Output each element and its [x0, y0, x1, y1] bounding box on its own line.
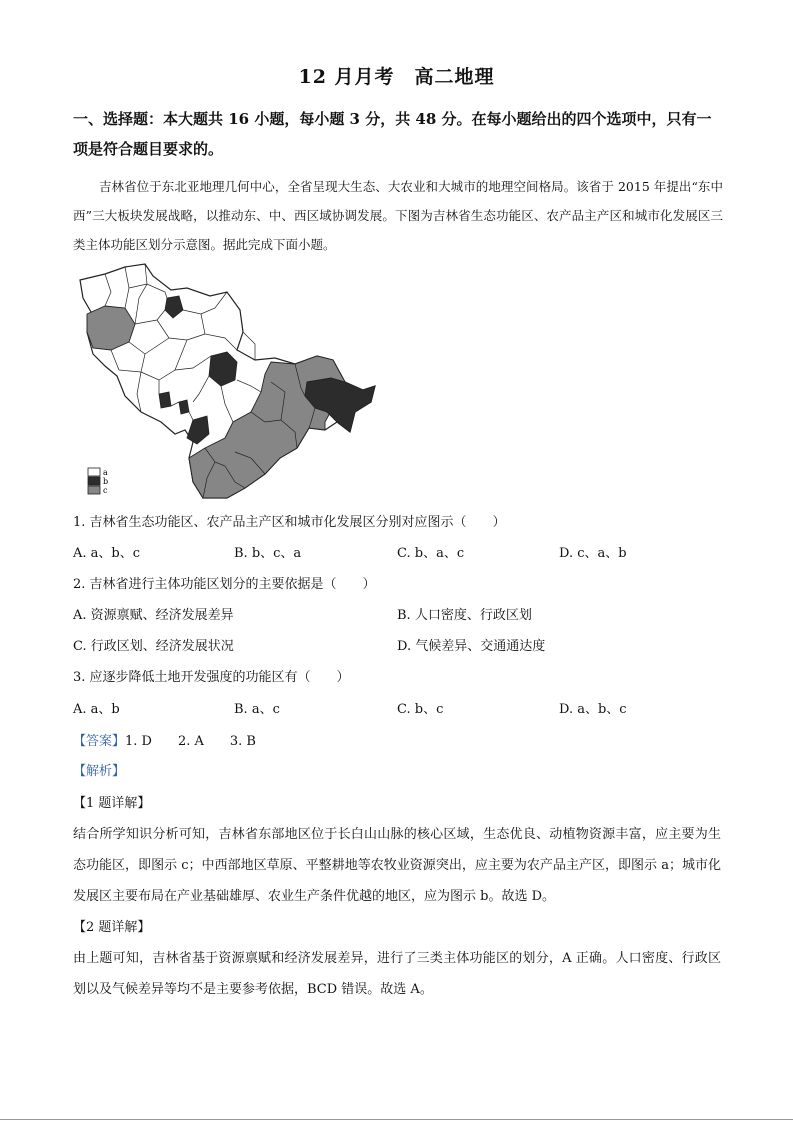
legend-label-a: a — [103, 468, 108, 477]
legend-swatch-c — [88, 486, 100, 494]
legend-swatch-a — [88, 468, 100, 476]
map-svg — [75, 262, 385, 500]
zone-b-small2 — [179, 400, 189, 414]
question-1-option-a: A. a、b、c — [73, 546, 141, 561]
legend-swatch-b — [88, 477, 100, 485]
zone-b-small1 — [159, 392, 171, 408]
question-1-stem: 1. 吉林省生态功能区、农产品主产区和城市化发展区分别对应图示（ ） — [73, 515, 506, 530]
analysis-label: 【解析】 — [73, 764, 126, 779]
question-2-stem: 2. 吉林省进行主体功能区划分的主要依据是（ ） — [73, 577, 376, 592]
detail-2-heading: 【2 题详解】 — [73, 920, 151, 935]
legend-label-c: c — [103, 486, 108, 495]
jilin-function-zone-map — [75, 262, 385, 500]
question-2-option-a: A. 资源禀赋、经济发展差异 — [73, 608, 234, 623]
question-3-stem: 3. 应逐步降低土地开发强度的功能区有（ ） — [73, 670, 350, 685]
question-3-option-d: D. a、b、c — [559, 702, 627, 717]
detail-1-text: 结合所学知识分析可知，吉林省东部地区位于长白山山脉的核心区域，生态优良、动植物资源丰富，应主要为生态功能区，即图示 c；中西部地区草原、平整耕地等农牧业资源突出，应主要为农产品主产区，即图示 a；城市化发展区主要布局在产业基础雄厚、农业生产条件优越的地区，应为图示 b。故选 D。 — [73, 827, 721, 904]
detail-2-text: 由上题可知，吉林省基于资源禀赋和经济发展差异，进行了三类主体功能区的划分，A 正确。人口密度、行政区划以及气候差异等均不是主要参考依据，BCD 错误。故选 A。 — [73, 951, 721, 997]
detail-1-heading: 【1 题详解】 — [73, 796, 151, 811]
question-2-option-d: D. 气候差异、交通通达度 — [397, 639, 546, 654]
page-bottom-rule — [0, 1119, 793, 1120]
question-1-option-b: B. b、c、a — [234, 546, 302, 561]
answer-line — [73, 732, 256, 752]
answer-label: 【答案】 — [73, 734, 126, 749]
question-2-option-b: B. 人口密度、行政区划 — [397, 608, 532, 623]
legend-label-b: b — [103, 477, 109, 486]
intro-paragraph: 吉林省位于东北亚地理几何中心，全省呈现大生态、大农业和大城市的地理空间格局。该省于 2015 年提出“东中西”三大板块发展战略，以推动东、中、西区域协调发展。下图为吉林省生态功能区、农产品主产区和城市化发展区三类主体功能区划分示意图。据此完成下面小题。 — [73, 179, 723, 252]
question-1-option-d: D. c、a、b — [559, 546, 627, 561]
section-heading: 一、选择题：本大题共 16 小题，每小题 3 分，共 48 分。在每小题给出的四个选项中，只有一项是符合题目要求的。 — [73, 110, 712, 158]
question-3-option-b: B. a、c — [234, 702, 280, 717]
question-3-option-a: A. a、b — [73, 702, 120, 717]
question-2-option-c: C. 行政区划、经济发展状况 — [73, 639, 234, 654]
question-1-option-c: C. b、a、c — [397, 546, 465, 561]
question-3-option-c: C. b、c — [397, 702, 444, 717]
answer-values: 1. D 2. A 3. B — [125, 734, 256, 749]
page-title: 12 月月考 高二地理 — [298, 66, 495, 88]
map-legend — [88, 468, 108, 495]
